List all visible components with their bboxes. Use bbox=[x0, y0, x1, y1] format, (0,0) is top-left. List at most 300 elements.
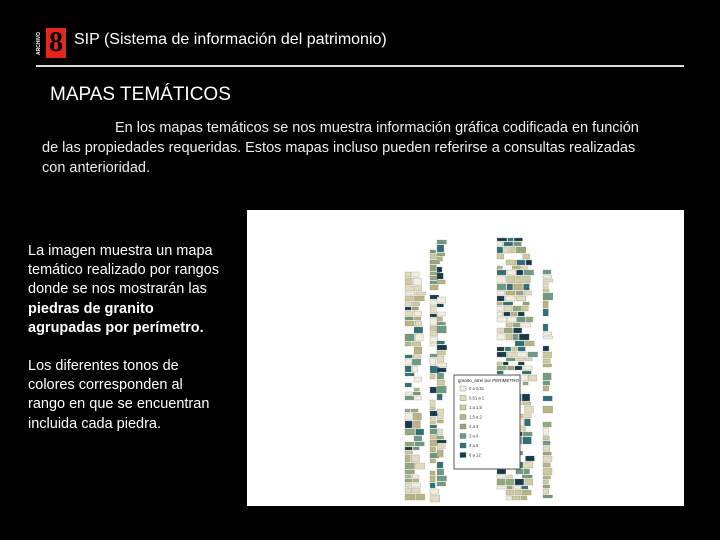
granite-stone bbox=[414, 436, 422, 441]
granite-stone bbox=[430, 265, 436, 271]
granite-stone bbox=[413, 302, 420, 306]
granite-stone bbox=[524, 291, 531, 295]
granite-stone bbox=[437, 363, 447, 367]
legend-label: 1 a 1,5 bbox=[469, 405, 482, 410]
granite-stone bbox=[543, 279, 553, 282]
granite-stone bbox=[497, 306, 503, 311]
granite-stone bbox=[413, 488, 421, 493]
granite-stone bbox=[543, 275, 552, 278]
granite-stone bbox=[513, 323, 520, 327]
granite-stone bbox=[523, 366, 532, 370]
granite-stone bbox=[430, 300, 437, 305]
granite-stone bbox=[506, 260, 516, 265]
header-title: SIP (Sistema de información del patrimonio) bbox=[74, 31, 387, 48]
granite-stone bbox=[405, 355, 412, 358]
granite-stone bbox=[503, 302, 513, 305]
granite-stone bbox=[437, 436, 444, 439]
granite-stone bbox=[430, 374, 435, 379]
granite-stone bbox=[514, 242, 522, 246]
granite-stone bbox=[430, 358, 436, 365]
granite-stone bbox=[497, 334, 505, 340]
granite-stone bbox=[405, 342, 411, 346]
description-emphasis: piedras de granito agrupadas por perímetro. bbox=[28, 300, 204, 336]
granite-stone bbox=[506, 496, 511, 500]
description-paragraph-1 bbox=[28, 242, 220, 338]
legend-swatch bbox=[460, 405, 466, 410]
intro-text: En los mapas temáticos se nos muestra información gráfica codificada en función de las propiedades requeridas. Estos mapas incluso pueden referirse a consultas realizadas con anterioridad. bbox=[42, 120, 639, 176]
granite-stone bbox=[437, 440, 446, 443]
granite-stone bbox=[405, 483, 410, 487]
granite-stone bbox=[524, 414, 532, 418]
legend-label: 3 a 4 bbox=[469, 433, 479, 439]
granite-stone bbox=[543, 452, 551, 455]
granite-stone bbox=[437, 368, 446, 372]
granite-stone bbox=[543, 396, 552, 401]
granite-stone bbox=[437, 253, 445, 256]
granite-stone bbox=[437, 280, 445, 284]
granite-stone bbox=[543, 364, 552, 367]
granite-stone bbox=[405, 307, 411, 310]
granite-stone bbox=[414, 317, 421, 320]
granite-stone bbox=[543, 301, 548, 308]
granite-stone bbox=[405, 292, 415, 295]
granite-stone bbox=[497, 312, 503, 316]
granite-stone bbox=[506, 479, 514, 485]
granite-stone bbox=[411, 455, 419, 462]
granite-stone bbox=[405, 413, 412, 420]
granite-stone bbox=[516, 291, 523, 295]
granite-stone bbox=[525, 479, 533, 485]
granite-stone bbox=[437, 450, 443, 457]
intro-paragraph bbox=[42, 118, 642, 178]
granite-stone bbox=[543, 336, 553, 339]
granite-stone bbox=[514, 284, 523, 290]
granite-stone bbox=[522, 490, 531, 495]
granite-stone bbox=[528, 375, 537, 381]
granite-stone bbox=[430, 254, 436, 259]
granite-stone bbox=[437, 482, 446, 486]
granite-stone bbox=[497, 291, 505, 295]
granite-stone bbox=[525, 419, 531, 426]
granite-stone bbox=[437, 317, 443, 321]
granite-stone bbox=[405, 296, 413, 301]
granite-stone bbox=[405, 409, 410, 412]
granite-stone bbox=[543, 468, 552, 475]
granite-stone bbox=[497, 302, 502, 305]
granite-stone bbox=[523, 437, 532, 444]
granite-stone bbox=[437, 380, 445, 385]
granite-stone bbox=[526, 317, 533, 322]
granite-stone bbox=[543, 381, 550, 385]
granite-stone bbox=[416, 429, 424, 435]
granite-stone bbox=[543, 270, 551, 274]
granite-stone bbox=[516, 358, 526, 361]
granite-stone bbox=[412, 307, 418, 310]
granite-stone bbox=[497, 276, 506, 283]
granite-stone bbox=[405, 278, 412, 285]
granite-stone bbox=[514, 238, 522, 241]
granite-stone bbox=[543, 406, 553, 413]
header-divider bbox=[36, 65, 684, 67]
granite-stone bbox=[437, 356, 444, 362]
granite-stone bbox=[543, 309, 548, 316]
description bbox=[28, 242, 220, 453]
granite-stone bbox=[405, 392, 412, 395]
granite-stone bbox=[430, 476, 435, 482]
legend-swatch bbox=[460, 386, 466, 391]
legend-label: 1,5 a 2 bbox=[469, 414, 482, 420]
granite-stone bbox=[430, 306, 436, 313]
granite-stone bbox=[515, 341, 524, 346]
granite-stone bbox=[430, 314, 437, 317]
granite-stone bbox=[497, 362, 502, 365]
granite-stone bbox=[515, 366, 522, 370]
granite-stone bbox=[522, 475, 532, 478]
granite-stone bbox=[405, 302, 412, 306]
granite-stone bbox=[513, 334, 519, 340]
granite-stone bbox=[412, 342, 421, 346]
granite-stone bbox=[524, 469, 530, 474]
granite-stone bbox=[437, 444, 445, 449]
granite-stone bbox=[504, 312, 510, 316]
granite-stone bbox=[497, 266, 502, 269]
granite-stone bbox=[412, 359, 421, 365]
granite-stone bbox=[430, 489, 439, 494]
granite-stone bbox=[411, 409, 418, 412]
granite-stone bbox=[514, 328, 522, 333]
granite-stone bbox=[497, 296, 504, 301]
granite-stone bbox=[508, 238, 513, 241]
granite-stone bbox=[405, 475, 411, 478]
granite-stone bbox=[497, 475, 506, 478]
granite-stone bbox=[430, 276, 438, 280]
granite-stone bbox=[437, 304, 444, 307]
granite-stone bbox=[405, 470, 415, 474]
legend-swatch bbox=[460, 415, 466, 420]
granite-stone bbox=[506, 291, 516, 295]
granite-stone bbox=[523, 432, 532, 436]
granite-stone bbox=[524, 284, 530, 290]
granite-stone bbox=[543, 359, 550, 363]
granite-stone bbox=[497, 317, 507, 322]
granite-stone bbox=[543, 441, 550, 445]
granite-stone bbox=[543, 324, 548, 331]
granite-stone bbox=[543, 386, 549, 391]
granite-stone bbox=[525, 406, 534, 413]
granite-stone bbox=[543, 289, 549, 292]
granite-stone bbox=[508, 366, 514, 370]
granite-stone bbox=[405, 373, 414, 376]
granite-stone bbox=[437, 409, 444, 414]
granite-stone bbox=[505, 296, 515, 301]
granite-stone bbox=[414, 311, 421, 316]
granite-stone bbox=[523, 254, 530, 259]
granite-stone bbox=[405, 455, 410, 462]
granite-stone bbox=[517, 317, 525, 322]
granite-stone bbox=[415, 442, 424, 446]
granite-stone bbox=[430, 326, 437, 331]
granite-stone bbox=[497, 479, 505, 485]
granite-stone bbox=[513, 306, 521, 311]
legend-label: 0 a 0,51 bbox=[469, 386, 485, 391]
granite-stone bbox=[510, 247, 516, 253]
granite-stone bbox=[405, 286, 413, 291]
granite-stone bbox=[507, 284, 513, 290]
granite-stone bbox=[507, 352, 516, 357]
granite-stone bbox=[527, 358, 532, 361]
granite-stone bbox=[430, 343, 437, 346]
granite-stone bbox=[522, 306, 528, 311]
granite-stone bbox=[543, 352, 552, 358]
granite-stone bbox=[516, 276, 524, 283]
granite-stone bbox=[506, 358, 515, 361]
granite-stone bbox=[412, 272, 420, 277]
logo-vertical-text: ARCHIVO bbox=[36, 31, 42, 55]
granite-stone bbox=[543, 436, 549, 440]
granite-stone bbox=[543, 332, 552, 335]
granite-stone bbox=[405, 359, 411, 365]
granite-stone bbox=[543, 428, 548, 435]
granite-stone bbox=[504, 247, 509, 253]
granite-stone bbox=[405, 494, 415, 500]
granite-stone bbox=[522, 394, 530, 401]
thematic-map-canvas bbox=[247, 210, 684, 506]
granite-stone bbox=[543, 346, 549, 351]
granite-stone bbox=[437, 386, 446, 393]
granite-stone bbox=[521, 496, 527, 500]
granite-stone bbox=[523, 402, 531, 405]
granite-stone bbox=[519, 334, 529, 340]
granite-stone bbox=[430, 250, 436, 253]
granite-stone bbox=[506, 490, 514, 495]
granite-stone bbox=[437, 341, 445, 344]
granite-stone bbox=[507, 475, 513, 478]
granite-stone bbox=[506, 334, 512, 340]
granite-stone bbox=[413, 479, 419, 482]
granite-stone bbox=[518, 362, 524, 365]
legend-label: 6 a 12 bbox=[469, 452, 481, 458]
granite-stone bbox=[497, 238, 507, 241]
granite-stone bbox=[518, 347, 525, 351]
granite-stone bbox=[405, 451, 413, 454]
granite-stone bbox=[405, 442, 414, 446]
granite-stone bbox=[415, 321, 421, 326]
granite-stone bbox=[430, 459, 436, 463]
granite-stone bbox=[497, 347, 504, 351]
granite-stone bbox=[416, 463, 425, 469]
granite-stone bbox=[513, 486, 520, 489]
section-title: MAPAS TEMÁTICOS bbox=[50, 84, 231, 105]
granite-stone bbox=[497, 352, 506, 357]
granite-stone bbox=[413, 278, 421, 285]
granite-stone bbox=[430, 285, 438, 290]
granite-stone bbox=[497, 284, 506, 290]
granite-stone bbox=[430, 354, 437, 357]
granite-stone bbox=[413, 447, 419, 450]
granite-stone bbox=[430, 332, 438, 336]
granite-stone bbox=[517, 260, 525, 265]
granite-stone bbox=[523, 382, 528, 385]
granite-stone bbox=[543, 489, 549, 494]
granite-stone bbox=[405, 317, 413, 320]
legend-label: 2 a 3 bbox=[469, 424, 479, 429]
granite-stone bbox=[543, 485, 550, 488]
granite-stone bbox=[430, 417, 435, 420]
granite-stone bbox=[437, 420, 443, 423]
granite-stone bbox=[516, 247, 526, 253]
legend-swatch bbox=[460, 443, 466, 448]
granite-stone bbox=[512, 266, 520, 269]
granite-stone bbox=[405, 272, 411, 277]
granite-stone bbox=[515, 479, 524, 485]
granite-stone bbox=[430, 407, 435, 410]
granite-stone bbox=[497, 366, 507, 370]
granite-stone bbox=[405, 321, 414, 326]
granite-stone bbox=[413, 392, 420, 395]
granite-stone bbox=[413, 355, 420, 358]
legend-label: 4 a 6 bbox=[469, 443, 479, 448]
granite-stone bbox=[430, 337, 438, 342]
granite-stone bbox=[430, 435, 437, 439]
granite-stone bbox=[405, 366, 411, 372]
granite-stone bbox=[405, 396, 414, 400]
granite-stone bbox=[526, 260, 532, 265]
granite-stone bbox=[522, 266, 528, 269]
granite-stone bbox=[497, 469, 506, 474]
granite-stone bbox=[414, 286, 421, 291]
granite-stone bbox=[412, 366, 417, 372]
granite-stone bbox=[437, 476, 447, 481]
granite-stone bbox=[414, 296, 424, 301]
granite-stone bbox=[517, 270, 523, 275]
granite-stone bbox=[437, 462, 443, 468]
granite-stone bbox=[524, 270, 534, 275]
granite-stone bbox=[525, 276, 531, 283]
granite-stone bbox=[497, 270, 506, 275]
granite-stone bbox=[497, 486, 506, 489]
granite-stone bbox=[437, 469, 444, 475]
granite-stone bbox=[512, 347, 517, 351]
legend-swatch bbox=[460, 434, 466, 439]
granite-stone bbox=[543, 480, 548, 484]
legend-swatch bbox=[460, 453, 466, 458]
thematic-map bbox=[247, 210, 684, 506]
granite-stone bbox=[508, 317, 516, 322]
granite-stone bbox=[415, 334, 423, 341]
granite-stone bbox=[523, 302, 529, 305]
granite-stone bbox=[430, 411, 438, 416]
legend-swatch bbox=[460, 396, 466, 401]
granite-stone bbox=[520, 427, 526, 431]
granite-stone bbox=[405, 311, 413, 316]
granite-stone bbox=[505, 347, 511, 351]
granite-stone bbox=[415, 396, 422, 400]
granite-stone bbox=[522, 371, 531, 374]
granite-stone bbox=[504, 242, 513, 246]
legend-label: 0,51 a 1 bbox=[469, 395, 485, 401]
granite-stone bbox=[414, 327, 423, 333]
granite-stone bbox=[543, 495, 553, 498]
granite-stone bbox=[525, 341, 534, 346]
granite-stone bbox=[430, 387, 437, 393]
granite-stone bbox=[437, 312, 445, 316]
granite-stone bbox=[437, 373, 444, 379]
granite-stone bbox=[414, 388, 419, 391]
granite-stone bbox=[405, 429, 415, 435]
granite-stone bbox=[411, 483, 420, 487]
granite-stone bbox=[430, 421, 436, 424]
map-legend bbox=[454, 375, 520, 469]
granite-stone bbox=[405, 488, 412, 493]
granite-stone bbox=[518, 312, 524, 316]
granite-stone bbox=[528, 352, 538, 357]
granite-stone bbox=[503, 362, 508, 365]
description-text: La imagen muestra un mapa temático realizado por rangos donde se nos mostrarán las bbox=[28, 243, 220, 298]
granite-stone bbox=[507, 486, 512, 489]
granite-stone bbox=[543, 293, 553, 300]
granite-stone bbox=[437, 394, 442, 400]
granite-stone bbox=[543, 283, 548, 288]
granite-stone bbox=[497, 328, 503, 333]
granite-stone bbox=[512, 496, 520, 500]
logo bbox=[36, 28, 68, 58]
granite-stone bbox=[430, 495, 440, 502]
granite-stone bbox=[430, 318, 438, 325]
logo-number: 8 bbox=[46, 28, 66, 58]
granite-stone bbox=[437, 351, 445, 355]
granite-stone bbox=[521, 323, 531, 327]
granite-stone bbox=[524, 462, 533, 468]
granite-stone bbox=[497, 247, 503, 253]
granite-stone bbox=[543, 476, 551, 479]
granite-stone bbox=[405, 421, 412, 428]
granite-stone bbox=[511, 312, 517, 316]
granite-stone bbox=[430, 447, 436, 452]
granite-stone bbox=[405, 479, 412, 482]
granite-stone bbox=[437, 240, 447, 244]
granite-stone bbox=[405, 334, 414, 341]
granite-stone bbox=[416, 494, 425, 500]
granite-stone bbox=[437, 326, 446, 333]
granite-stone bbox=[413, 421, 420, 428]
granite-stone bbox=[504, 328, 512, 333]
granite-stone bbox=[430, 425, 437, 428]
granite-stone bbox=[543, 422, 551, 427]
granite-stone bbox=[405, 447, 412, 450]
granite-stone bbox=[437, 415, 443, 419]
granite-stone bbox=[543, 373, 551, 380]
granite-stone bbox=[414, 347, 422, 354]
granite-stone bbox=[517, 352, 527, 357]
granite-stone bbox=[405, 463, 415, 469]
granite-stone bbox=[497, 242, 503, 246]
granite-stone bbox=[437, 429, 442, 435]
granite-stone bbox=[504, 306, 512, 311]
granite-stone bbox=[412, 475, 419, 478]
description-paragraph-2: Los diferentes tonos de colores corresponden al rango en que se encuentran incluida cada piedra. bbox=[28, 358, 210, 432]
granite-stone bbox=[522, 486, 529, 489]
granite-stone bbox=[430, 471, 435, 475]
granite-stone bbox=[543, 463, 550, 467]
granite-stone bbox=[543, 456, 552, 462]
granite-stone bbox=[437, 322, 446, 325]
granite-stone bbox=[430, 483, 435, 488]
granite-stone bbox=[416, 292, 426, 295]
legend-title: granito_arrei por PERIMETRO bbox=[458, 378, 520, 383]
granite-stone bbox=[507, 276, 515, 283]
granite-stone bbox=[526, 456, 535, 461]
granite-stone bbox=[437, 267, 442, 272]
